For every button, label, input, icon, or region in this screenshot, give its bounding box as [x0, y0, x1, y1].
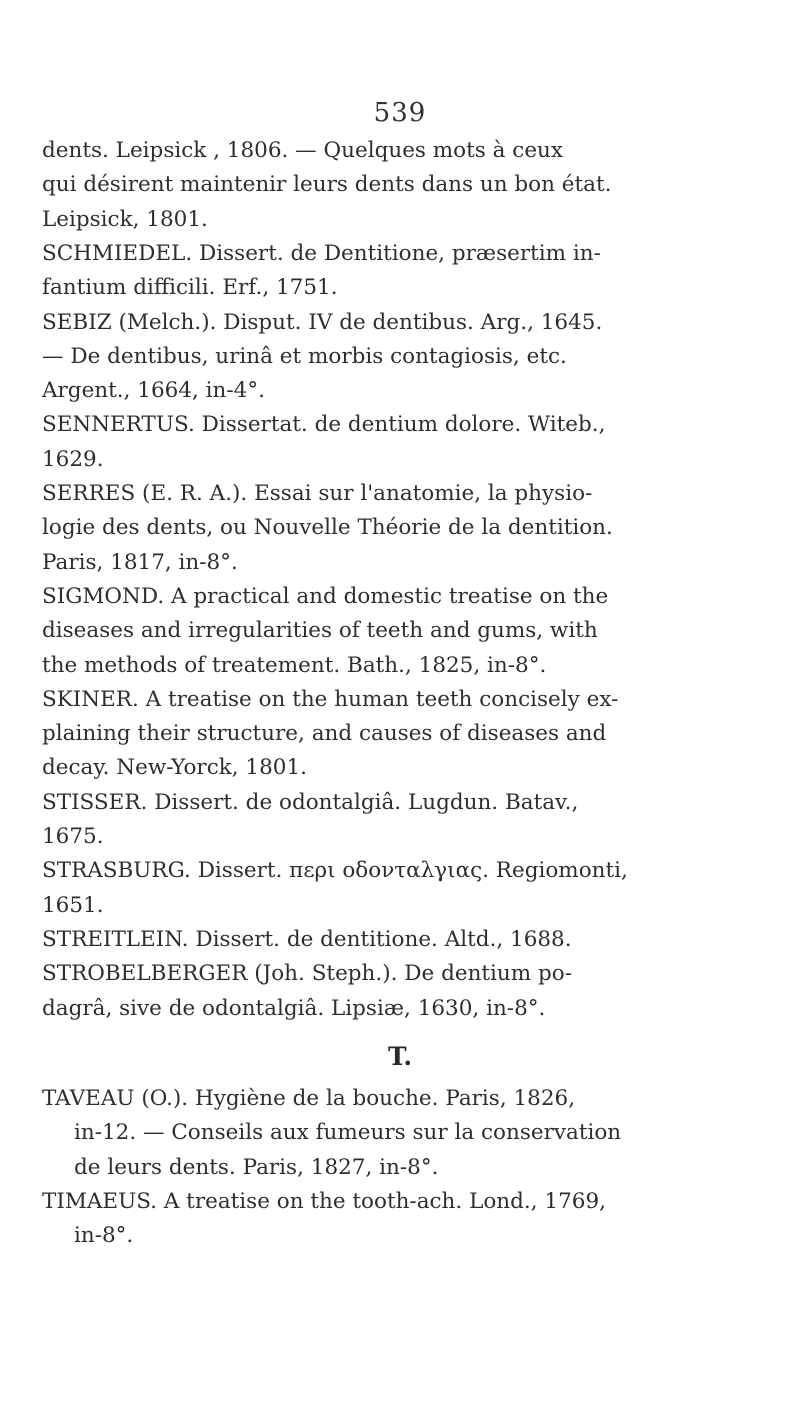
text-line: SIGMOND. A practical and domestic treatise on the — [42, 583, 609, 609]
text-line: logie des dents, ou Nouvelle Théorie de la dentition. — [42, 515, 613, 541]
text-line: STRASBURG. Dissert. περι οδονταλγιας. Regiomonti, — [42, 858, 628, 884]
text-line: STREITLEIN. Dissert. de dentitione. Altd., 1688. — [42, 926, 572, 952]
text-line: SEBIZ (Melch.). Disput. IV de dentibus. Arg., 1645. — [42, 309, 603, 335]
text-line: the methods of treatement. Bath., 1825, in-8°. — [42, 652, 547, 678]
text-line: TAVEAU (O.). Hygiène de la bouche. Paris, 1826, — [42, 1086, 576, 1111]
text-line: diseases and irregularities of teeth and gums, with — [42, 618, 598, 644]
text-line: STROBELBERGER (Joh. Steph.). De dentium po- — [42, 961, 572, 987]
text-line: STISSER. Dissert. de odontalgiâ. Lugdun. Batav., — [42, 789, 579, 815]
text-line: in-8°. — [74, 1223, 134, 1249]
text-line: SKINER. A treatise on the human teeth concisely ex- — [42, 686, 619, 712]
text-line: SCHMIEDEL. Dissert. de Dentitione, præsertim in- — [42, 240, 601, 266]
text-line: decay. New-Yorck, 1801. — [42, 755, 307, 781]
text-line: — De dentibus, urinâ et morbis contagiosis, etc. — [42, 343, 567, 369]
text-line: dagrâ, sive de odontalgiâ. Lipsiæ, 1630, in-8°. — [42, 995, 546, 1021]
section-letter-heading: T. — [387, 1042, 413, 1071]
text-line: plaining their structure, and causes of diseases and — [42, 721, 607, 747]
text-line: Argent., 1664, in-4°. — [42, 378, 265, 404]
text-line: 1629. — [42, 446, 104, 472]
text-line: SENNERTUS. Dissertat. de dentium dolore. Witeb., — [42, 412, 606, 438]
text-line: de leurs dents. Paris, 1827, in-8°. — [74, 1154, 439, 1180]
text-line: Leipsick, 1801. — [42, 206, 208, 232]
text-line: 1651. — [42, 892, 104, 918]
text-line: dents. Leipsick , 1806. — Quelques mots à ceux — [42, 138, 564, 163]
text-line: fantium difficili. Erf., 1751. — [42, 275, 338, 301]
text-line: SERRES (E. R. A.). Essai sur l'anatomie, la physio- — [42, 481, 593, 506]
text-line: qui désirent maintenir leurs dents dans un bon état. — [42, 172, 612, 198]
text-line: in-12. — Conseils aux fumeurs sur la conservation — [74, 1120, 622, 1146]
text-line: TIMAEUS. A treatise on the tooth-ach. Lond., 1769, — [42, 1188, 606, 1214]
text-line: Paris, 1817, in-8°. — [42, 549, 238, 575]
text-line: 1675. — [42, 824, 104, 849]
page-number: 539 — [373, 98, 427, 128]
